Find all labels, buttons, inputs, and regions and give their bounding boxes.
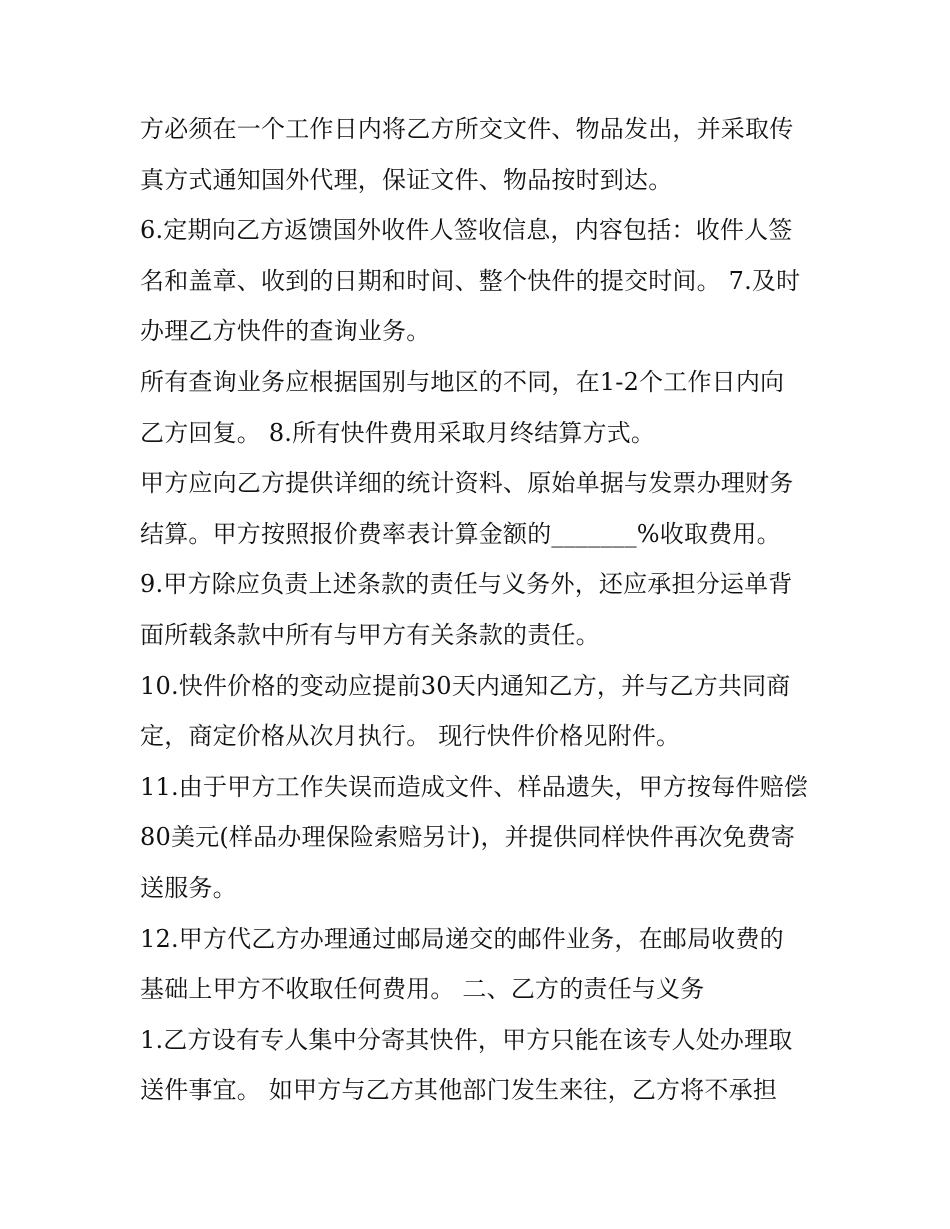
text-line: 基础上甲方不收取任何费用。 二、乙方的责任与义务 [140,975,705,1004]
text-line: 定，商定价格从次月执行。 现行快件价格见附件。 [140,722,681,751]
text-line: 面所载条款中所有与甲方有关条款的责任。 [140,620,600,649]
text-line: 80美元(样品办理保险索赔另计)，并提供同样快件再次免费寄 [140,823,796,852]
text-line: 乙方回复。 8.所有快件费用采取月终结算方式。 [140,418,656,447]
text-line: 6.定期向乙方返馈国外收件人签收信息，内容包括：收件人签 [140,216,793,245]
text-line: 11.由于甲方工作失误而造成文件、样品遗失，甲方按每件赔偿 [140,772,808,801]
text-line: 结算。甲方按照报价费率表计算金额的_______%收取费用。 [140,519,781,548]
text-line: 真方式通知国外代理，保证文件、物品按时到达。 [140,165,673,194]
text-line: 送件事宜。 如甲方与乙方其他部门发生来往，乙方将不承担 [140,1076,778,1105]
text-line: 1.乙方设有专人集中分寄其快件，甲方只能在该专人处办理取 [140,1025,793,1054]
text-line: 甲方应向乙方提供详细的统计资料、原始单据与发票办理财务 [140,469,794,498]
text-line: 9.甲方除应负责上述条款的责任与义务外，还应承担分运单背 [140,570,793,599]
text-line: 名和盖章、收到的日期和时间、整个快件的提交时间。 7.及时 [140,266,801,295]
text-line: 方必须在一个工作日内将乙方所交文件、物品发出，并采取传 [140,115,794,143]
text-line: 送服务。 [140,873,237,902]
text-line: 办理乙方快件的查询业务。 [140,317,431,346]
text-line: 所有查询业务应根据国别与地区的不同，在1-2个工作日内向 [140,367,785,396]
document-body [140,104,840,1116]
text-line: 10.快件价格的变动应提前30天内通知乙方，并与乙方共同商 [140,671,791,700]
text-line: 12.甲方代乙方办理通过邮局递交的邮件业务，在邮局收费的 [140,924,784,953]
